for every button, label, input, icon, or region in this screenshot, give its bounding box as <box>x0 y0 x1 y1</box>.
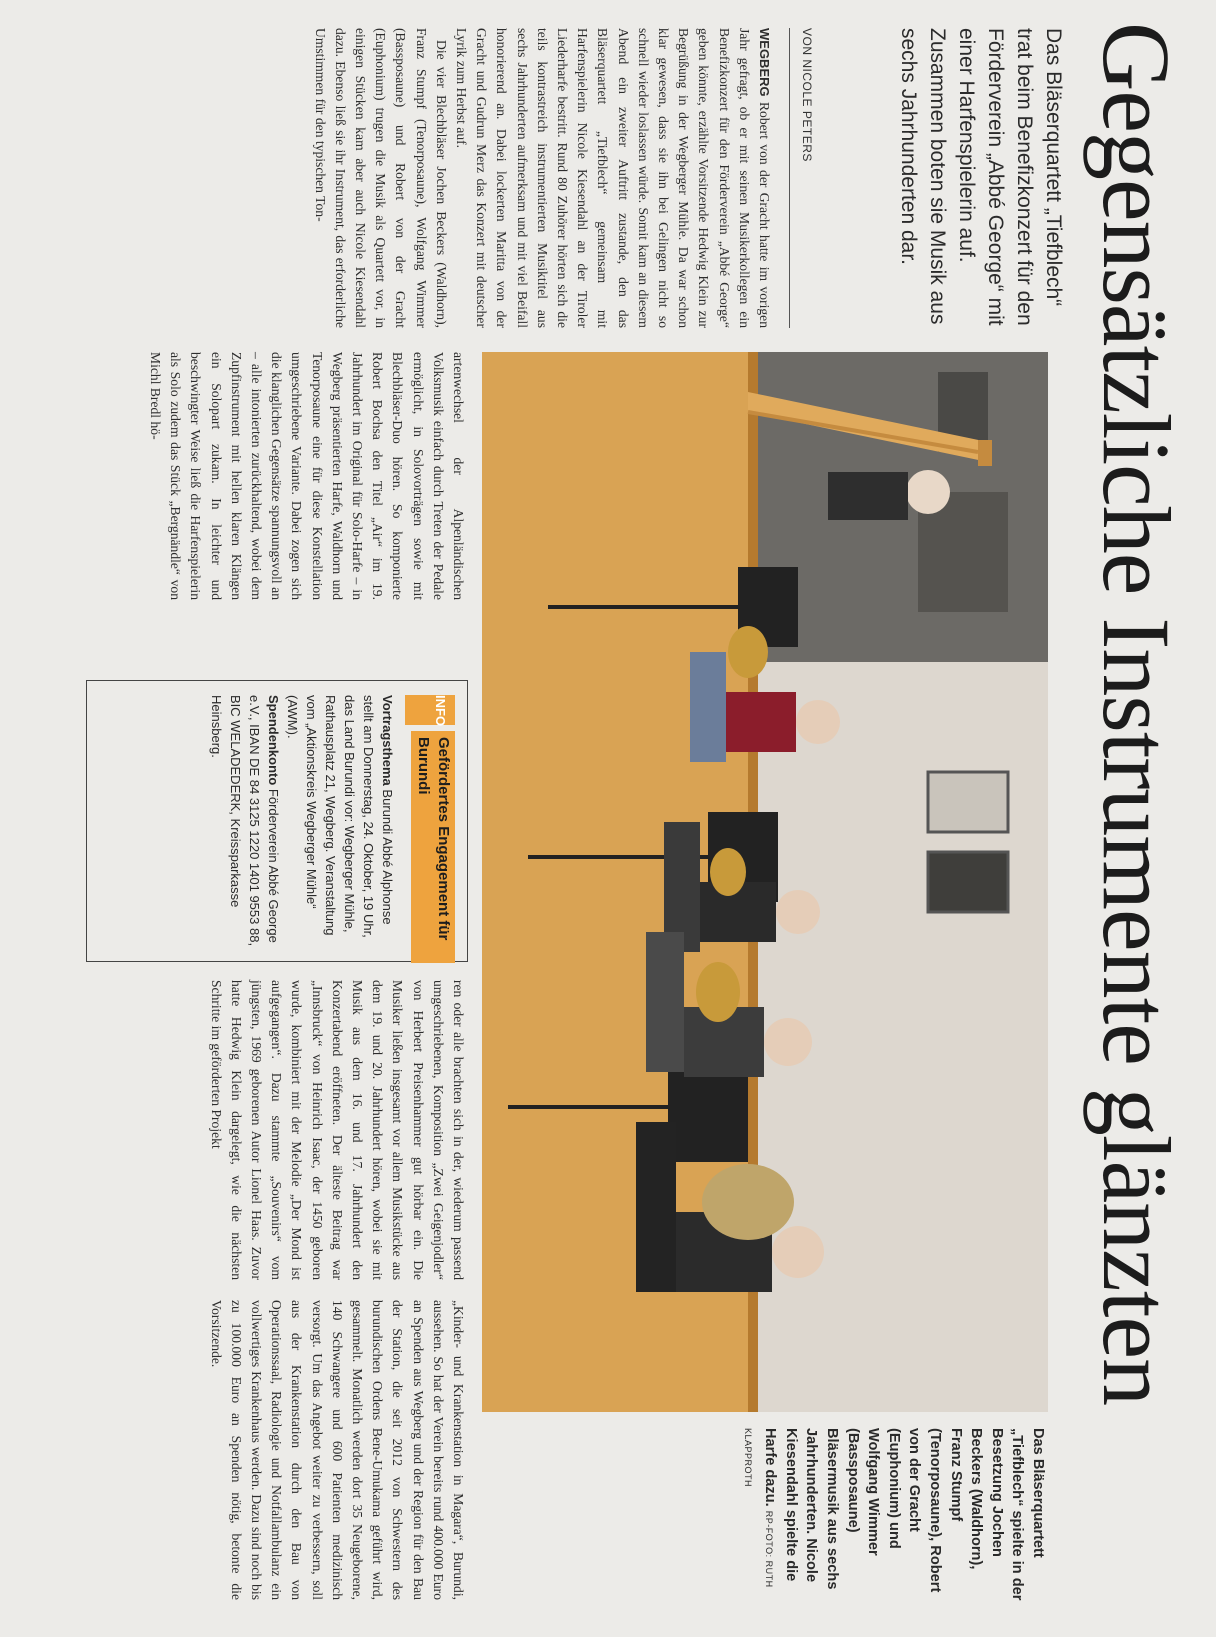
article-paragraph: artenwechsel der Alpenländischen Volksmusik einfach durch Treten der Pedale ermöglicht, in Solovorträgen sowie mit Blechbläser-Duo hören. So komponierte Robert Bochsa den Titel „Air“ im 19. Jahrhundert im Original für Solo-Harfe – in Wegberg präsentierten Harfe, Waldhorn und Tenorposaune eine für diese Konstellation umgeschriebene Variante. Dabei zogen sich die klanglichen Gegensätze spannungsvoll an – alle intonierten zurückhaltend, wobei dem Zupfinstrument mit hellen klaren Klängen ein Solopart zukam. In leichter und beschwingter Weise ließ die Harfenspielerin als Solo zudem das Stück „Bergnändle“ von Michl Bredl hö- <box>147 352 466 600</box>
info-account-text: Förderverein Abbé George e.V., IBAN DE 84 3125 1220 1401 9553 88, BIC WELADEDERK, Kreissparkasse Heinsberg. <box>209 695 281 947</box>
article-column-1 <box>309 28 774 328</box>
info-topic-label: Vortragsthema <box>380 695 395 786</box>
concert-photo-illustration <box>482 352 1048 1412</box>
article-paragraph: ren oder alle brachten sich in der, wiederum passend umgeschriebenen, Komposition „Zwei Geigenjodler“ von Herbert Preisenhammer gut hörbar ein. Die Musiker ließen insgesamt vor allem Musikstücke aus dem 19. und 20. Jahrhundert hören, wobei sie mit Musik aus dem 16. und 17. Jahrhundert den Konzertabend eröffneten. Der älteste Beitrag war „Innsbruck“ von Heinrich Isaac, der 1450 geboren wurde, kombiniert mit der Melodie „Der Mond ist aufgegangen“. Dazu stammte „Souvenirs“ vom jüngsten, 1969 geborenen Autor Lionel Haas. Zuvor hatte Hedwig Klein dargelegt, wie die nächsten Schritte im geförderten Projekt <box>208 980 466 1280</box>
photo-caption <box>737 1428 1048 1612</box>
info-title: Gefördertes Engagement für Burundi <box>411 731 455 963</box>
concert-photo <box>482 352 1048 1412</box>
article-column-4 <box>205 1300 468 1600</box>
info-tag: INFO <box>405 695 455 725</box>
photo-credit: RP-FOTO: RUTH KLAPPROTH <box>742 1428 775 1588</box>
article-column-3 <box>205 980 468 1280</box>
caption-text: Das Bläserquartett „Tiefblech“ spielte in der Besetzung Jochen Beckers (Waldhorn), Franz Stumpf (Tenorposaune), Robert von der Gracht (Euphonium) und Wolfgang Wimmer (Bassposaune) Bläsermusik aus sechs Jahrhunderten. Nicole Kiesendahl spielte die Harfe dazu. <box>762 1428 1046 1601</box>
info-body <box>207 695 397 949</box>
article-paragraph: Die vier Blechbläser Jochen Beckers (Waldhorn), Franz Stumpf (Tenorposaune), Wolfgang Wimmer (Bassposaune) und Robert von der Gracht (Euphonium) trugen die Musik als Quartett vor, in einigen Stücken kam aber auch Nicole Kiesendahl dazu. Ebenso ließ sie ihr Instrument, das erforderliche Umstimmen für den typischen Ton- <box>312 28 449 328</box>
info-box <box>86 680 468 962</box>
article-column-2 <box>145 352 468 600</box>
lead-paragraph: Das Bläserquartett „Tiefblech“ trat beim Benefizkonzert für den Förderverein „Abbé George“ mit einer Harfenspielerin auf. Zusammen boten sie Musik aus sechs Jahrhunderten dar. <box>897 28 1065 326</box>
byline: VON NICOLE PETERS <box>789 28 814 328</box>
article-paragraph: „Kinder- und Krankenstation in Magara“, Burundi, aussehen. So hat der Verein bereits rund 400.000 Euro an Spenden aus Wegberg und der Region für den Bau der Station, die seit 2012 von Schwestern des burundischen Ordens Bene-Umukama geführt wird, gesammelt. Monatlich werden dort 35 Neugeborene, 140 Schwangere und 600 Patienten medizinisch versorgt. Um das Angebot weiter zu verbessern, soll aus der Krankenstation durch den Bau von Operationssaal, Radiologie und Notfallambulanz ein vollwertiges Krankenhaus werden. Dazu sind noch bis zu 100.000 Euro an Spenden nötig, betonte die Vorsitzende. <box>208 1300 466 1600</box>
article-paragraph: Robert von der Gracht hatte im vorigen Jahr gefragt, ob er mit seinen Musikerkollegen ein Benefizkonzert für den Förderverein „Abbé George“ geben könnte, erzählte Vorsitzende Hedwig Klein zur Begrüßung in der Wegberger Mühle. Da war schon klar gewesen, dass sie ihn bei Gelingen nicht so schnell wieder loslassen würde. Somit kam an diesem Abend ein zweiter Auftritt zustande, den das Bläserquartett „Tiefblech“ gemeinsam mit Harfenspielerin Nicole Kiesendahl an der Tiroler Liederharfe bestritt. Rund 80 Zuhörer hörten sich die teils kontrastreich instrumentierten Musiktitel aus sechs Jahrhunderten aufmerksam und mit viel Beifall honorierend an. Dabei lockerten Maritta von der Gracht und Gudrun Merz das Konzert mit deutscher Lyrik zum Herbst auf. <box>453 28 772 328</box>
info-topic-text: Burundi Abbé Alphonse stellt am Donnerstag, 24. Oktober, 19 Uhr, das Land Burundi vor: Wegberger Mühle, Rathausplatz 21, Wegberg. Veranstaltung vom „Aktionskreis Wegberger Mühle“ (AWM). <box>285 695 395 938</box>
headline: Gegensätzliche Instrumente glänzten <box>1083 22 1190 1406</box>
info-account-label: Spendenkonto <box>266 695 281 786</box>
dateline-location: WEGBERG <box>757 28 772 97</box>
